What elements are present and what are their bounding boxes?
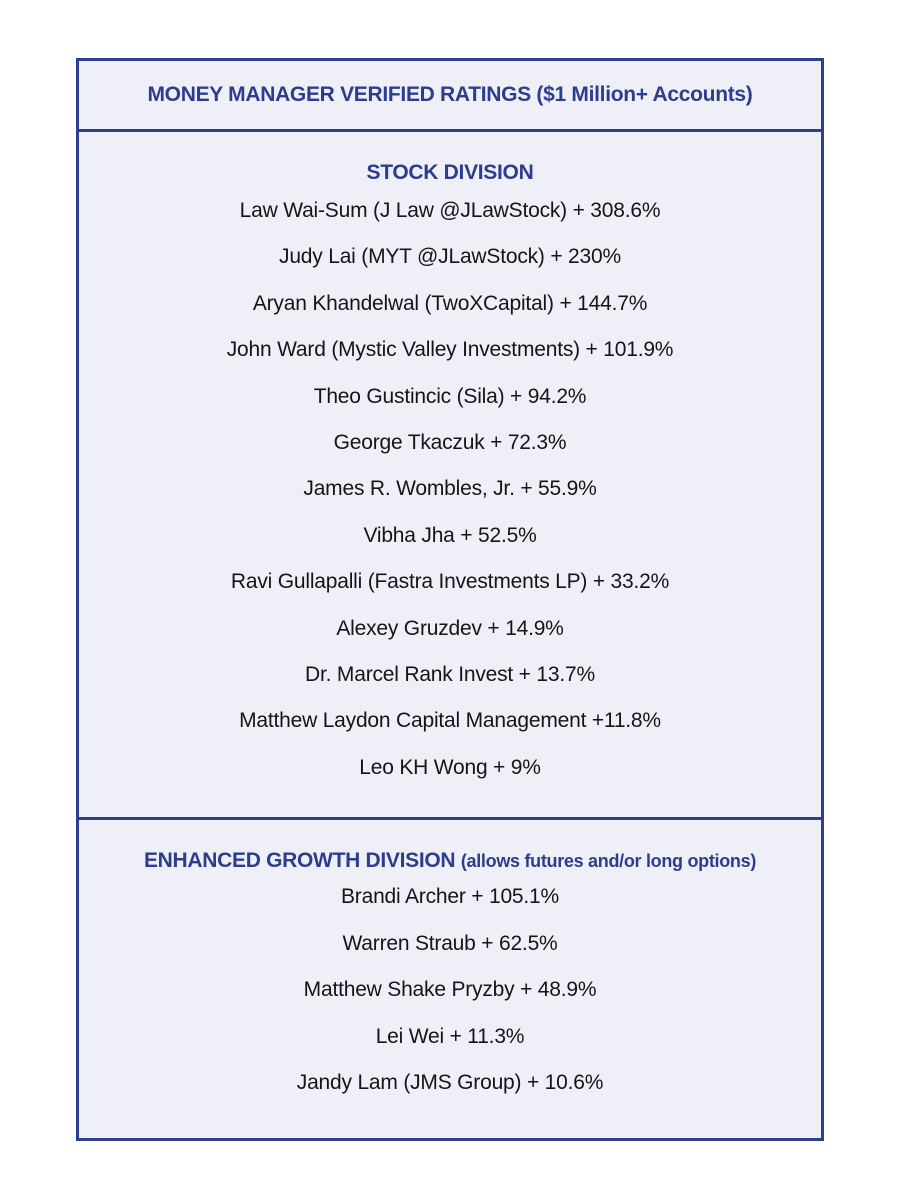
enhanced-growth-heading bbox=[79, 846, 821, 876]
stock-entry-judy-lai: Judy Lai (MYT @JLawStock) + 230% bbox=[279, 245, 621, 269]
enhanced-entry-warren-straub: Warren Straub + 62.5% bbox=[342, 931, 558, 955]
enhanced-growth-section bbox=[79, 820, 821, 1107]
enhanced-growth-list bbox=[79, 874, 821, 1107]
stock-entry-leo-kh-wong: Leo KH Wong + 9% bbox=[359, 755, 541, 779]
stock-division-list bbox=[79, 188, 821, 791]
stock-entry-marcel-rank: Dr. Marcel Rank Invest + 13.7% bbox=[305, 663, 595, 687]
stock-entry-matthew-laydon: Matthew Laydon Capital Management +11.8% bbox=[239, 709, 661, 733]
stock-entry-john-ward: John Ward (Mystic Valley Investments) + 101.9% bbox=[226, 338, 674, 362]
stock-division-heading: STOCK DIVISION bbox=[366, 161, 534, 184]
enhanced-growth-heading-note: (allows futures and/or long options) bbox=[460, 851, 757, 871]
stock-entry-vibha-jha: Vibha Jha + 52.5% bbox=[363, 523, 537, 547]
stock-entry-aryan-khandelwal: Aryan Khandelwal (TwoXCapital) + 144.7% bbox=[252, 291, 648, 315]
stock-entry-ravi-gullapalli: Ravi Gullapalli (Fastra Investments LP) + 33.2% bbox=[230, 570, 670, 594]
enhanced-entry-lei-wei: Lei Wei + 11.3% bbox=[375, 1024, 525, 1048]
enhanced-entry-matthew-pryzby: Matthew Shake Pryzby + 48.9% bbox=[303, 978, 597, 1001]
stock-entry-theo-gustincic: Theo Gustincic (Sila) + 94.2% bbox=[313, 384, 587, 408]
title-band bbox=[79, 61, 821, 132]
page-title: MONEY MANAGER VERIFIED RATINGS ($1 Million+ Accounts) bbox=[147, 83, 753, 106]
stock-division-section bbox=[79, 132, 821, 820]
enhanced-entry-brandi-archer: Brandi Archer + 105.1% bbox=[341, 885, 559, 908]
stock-entry-george-tkaczuk: George Tkaczuk + 72.3% bbox=[333, 431, 567, 455]
ratings-panel bbox=[76, 58, 824, 1141]
enhanced-entry-jandy-lam: Jandy Lam (JMS Group) + 10.6% bbox=[296, 1071, 604, 1094]
enhanced-growth-heading-title: ENHANCED GROWTH DIVISION bbox=[143, 849, 456, 872]
stock-entry-james-wombles: James R. Wombles, Jr. + 55.9% bbox=[303, 477, 597, 501]
stock-entry-alexey-gruzdev: Alexey Gruzdev + 14.9% bbox=[336, 616, 564, 640]
stock-entry-law-wai-sum: Law Wai-Sum (J Law @JLawStock) + 308.6% bbox=[239, 199, 661, 222]
